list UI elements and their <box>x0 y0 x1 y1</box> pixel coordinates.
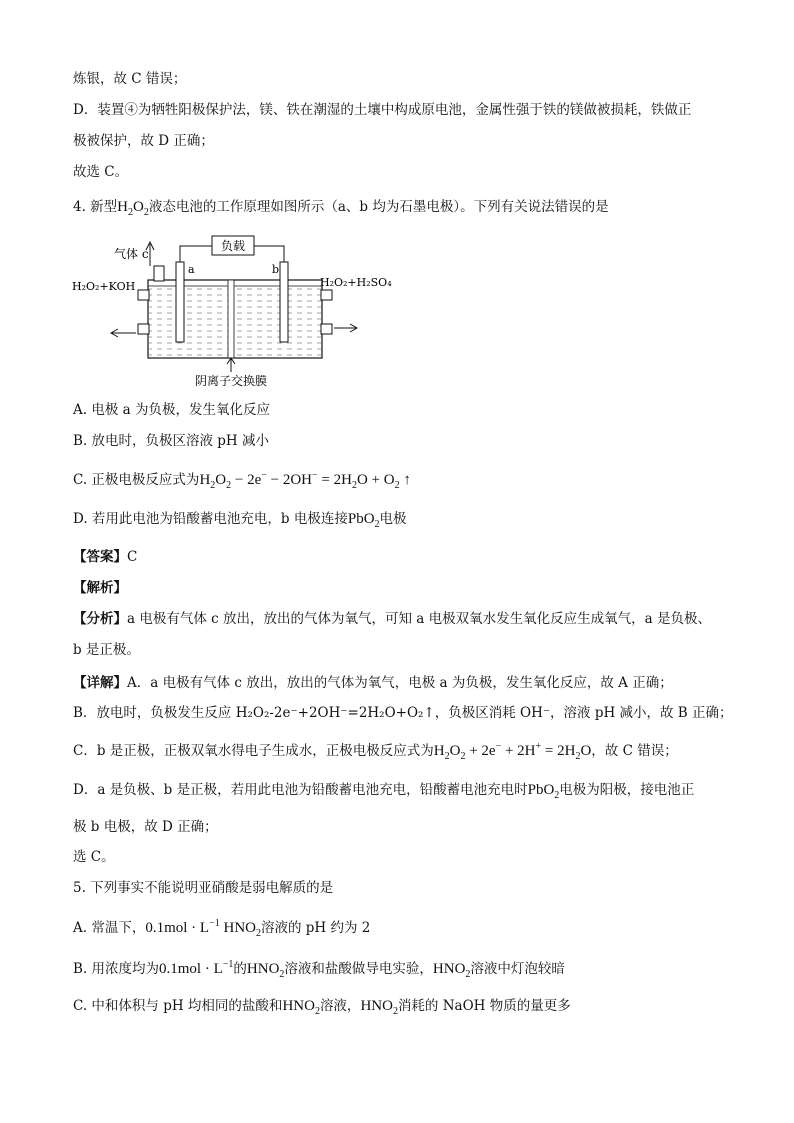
electrode-b <box>280 262 288 342</box>
q4-suffix: 液态电池的工作原理如图所示（a、b 均为石墨电极）。下列有关说法错误的是 <box>148 199 609 215</box>
electrode-a <box>176 262 184 342</box>
answer-value: C <box>127 549 138 565</box>
formula-h2o2: $H_2O_2$ <box>117 199 149 218</box>
option-c-prefix: C. 正极电极反应式为 <box>73 472 200 488</box>
fenxi-label: 【分析】 <box>73 611 127 627</box>
detail-d-suffix: 电极为阳极，接电池正 <box>559 782 695 798</box>
option-d-prefix: D. 若用此电池为铅酸蓄电池充电，b 电极连接 <box>73 511 348 527</box>
q5b-mid: 的 <box>233 961 247 977</box>
q5c-mid: 溶液， <box>319 998 361 1014</box>
formula-hno2-b1: $HNO_2$ <box>246 961 285 980</box>
label-b: b <box>272 263 280 276</box>
q4-prefix: 4. 新型 <box>73 199 118 215</box>
q5a-suffix: 溶液的 pH 约为 2 <box>260 920 371 936</box>
fenxi-text: a 电极有气体 c 放出，放出的气体为氧气，可知 a 电极双氧水发生氧化反应生成氧气，a 是负极、 <box>127 611 711 627</box>
right-outlet <box>321 324 332 334</box>
detail-label: 【详解】 <box>73 675 127 691</box>
q5a-prefix: A. 常温下， <box>73 920 146 936</box>
formula-c-equation: $H_2O_2 - 2e^- - 2OH^- = 2H_2O + O_2$ ↑ <box>199 470 411 491</box>
formula-hno2-b2: $HNO_2$ <box>432 961 471 980</box>
formula-positive-equation: $H_2O_2 + 2e^- + 2H^+ = 2H_2O$ <box>433 741 592 762</box>
detail-c-prefix: C．b 是正极，正极双氧水得电子生成水，正极电极反应式为 <box>73 743 434 759</box>
option-b: B. 放电时，负极区溶液 pH 减小 <box>73 433 270 449</box>
battery-diagram <box>66 232 406 390</box>
line-2: D．装置④为牺牲阳极保护法，镁、铁在潮湿的土壤中构成原电池，金属性强于铁的镁做被损耗，铁做正 <box>73 102 692 118</box>
option-a: A. 电极 a 为负极，发生氧化反应 <box>73 402 270 418</box>
line-4: 故选 C。 <box>73 164 129 180</box>
fenxi-line-2: b 是正极。 <box>73 642 140 658</box>
line-1: 炼银，故 C 错误； <box>73 71 187 87</box>
label-a: a <box>188 263 195 276</box>
question-4-stem <box>73 198 609 222</box>
detail-d-2: 极 b 电极，故 D 正确； <box>73 819 218 835</box>
q5b-prefix: B. 用浓度均为 <box>73 961 160 977</box>
fenxi-line-1 <box>73 610 711 628</box>
formula-hno2-c1: $HNO_2$ <box>282 998 320 1017</box>
detail-a <box>73 674 673 692</box>
right-inlet <box>321 290 332 300</box>
question-5-stem: 5. 下列事实不能说明亚硝酸是弱电解质的是 <box>73 880 334 896</box>
option-d <box>73 510 407 534</box>
option-d-suffix: 电极 <box>379 511 407 527</box>
answer-label: 【答案】 <box>73 549 127 565</box>
detail-c-suffix: ，故 C 错误； <box>591 743 678 759</box>
load-label: 负载 <box>220 239 246 253</box>
q5-option-c <box>73 997 571 1021</box>
q5b-text-2: 溶液中灯泡较暗 <box>470 961 565 977</box>
q5c-prefix: C. 中和体积与 pH 均相同的盐酸和 <box>73 998 283 1014</box>
membrane <box>228 280 234 358</box>
detail-d <box>73 781 694 805</box>
formula-hno2-c2: $HNO_2$ <box>360 998 398 1017</box>
q5-option-b <box>73 956 565 984</box>
left-feed-label: H₂O₂+KOH <box>72 280 136 293</box>
left-inlet <box>138 290 149 300</box>
formula-concentration-a: $0.1mol \cdot L^{-1}$ $HNO_2$ <box>145 918 261 939</box>
detail-c <box>73 738 678 766</box>
q5c-suffix: 消耗的 NaOH 物质的量更多 <box>397 998 571 1014</box>
formula-pbo2-detail: PbO$_2$ <box>527 782 560 801</box>
electrolyte <box>149 286 321 357</box>
left-outlet <box>138 324 149 334</box>
detail-b: B．放电时，负极发生反应 H₂O₂-2e⁻+2OH⁻=2H₂O+O₂↑，负极区消耗 OH⁻，溶液 pH 减小，故 B 正确； <box>73 705 733 721</box>
q5-option-a <box>73 915 370 943</box>
analysis-label: 【解析】 <box>73 580 127 596</box>
detail-d-prefix: D．a 是负极、b 是正极，若用此电池为铅酸蓄电池充电，铅酸蓄电池充电时 <box>73 782 528 798</box>
gas-label: 气体 c <box>114 247 149 261</box>
membrane-label: 阴离子交换膜 <box>194 374 268 388</box>
option-c <box>73 467 411 495</box>
select-line: 选 C。 <box>73 849 115 865</box>
gas-vent <box>154 266 164 281</box>
answer <box>73 548 137 566</box>
right-feed-label: H₂O₂+H₂SO₄ <box>320 276 392 289</box>
formula-concentration-b: $0.1mol \cdot L^{-1}$ <box>159 959 234 977</box>
line-3: 极被保护，故 D 正确； <box>73 133 214 149</box>
q5b-text-1: 溶液和盐酸做导电实验， <box>284 961 433 977</box>
detail-a-text: A．a 电极有气体 c 放出，放出的气体为氧气，电极 a 为负极，发生氧化反应，故 A 正确； <box>127 675 673 691</box>
formula-pbo2: PbO$_2$ <box>347 511 380 530</box>
